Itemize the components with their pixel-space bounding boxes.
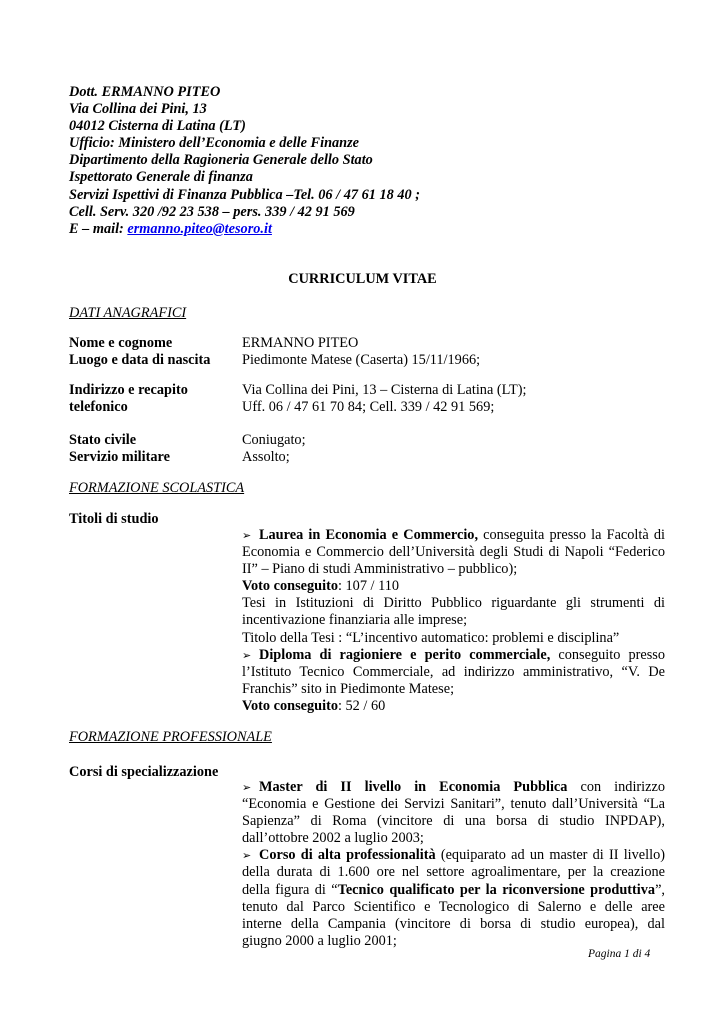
arrowhead-bullet-icon: ➢	[242, 849, 252, 863]
corso-line-3: della figura di “Tecnico qualificato per la riconversione produttiva”,	[242, 881, 665, 898]
label-luogo: Luogo e data di nascita	[69, 352, 211, 368]
arrowhead-bullet-icon: ➢	[242, 781, 252, 794]
master-line-2: “Economia e Gestione dei Servizi Sanitari”, tenuto dall’Università “La	[242, 796, 665, 813]
header-city: 04012 Cisterna di Latina (LT)	[69, 118, 246, 135]
label-servizio-militare: Servizio militare	[69, 449, 170, 465]
email-link[interactable]: ermanno.piteo@tesoro.it	[127, 220, 272, 237]
header-address: Via Collina dei Pini, 13	[69, 101, 207, 118]
laurea-line-1: ➢ Laurea in Economia e Commercio, conseguita presso la Facoltà di	[242, 527, 665, 543]
sender-header	[69, 84, 420, 238]
diploma-line-3: Franchis” sito in Piedimonte Matese;	[242, 680, 455, 697]
corsi-list	[242, 779, 665, 950]
arrowhead-bullet-icon: ➢	[242, 529, 252, 542]
label-corsi-specializzazione: Corsi di specializzazione	[69, 764, 219, 780]
voto-label: Voto conseguito	[242, 697, 338, 714]
titoli-di-studio-list	[242, 527, 665, 715]
master-title: Master di II livello in Economia Pubblica	[259, 779, 568, 795]
diploma-voto: Voto conseguito: 52 / 60	[242, 697, 386, 714]
value-luogo: Piedimonte Matese (Caserta) 15/11/1966;	[242, 352, 481, 368]
value-stato-civile: Coniugato;	[242, 432, 306, 448]
section-heading-scolastica: FORMAZIONE SCOLASTICA	[69, 480, 245, 496]
section-heading-anagrafici: DATI ANAGRAFICI	[69, 305, 187, 321]
diploma-line-2: l’Istituto Tecnico Commerciale, ad indirizzo amministrativo, “V. De	[242, 663, 665, 680]
corso-figura: Tecnico qualificato per la riconversione produttiva	[337, 881, 656, 898]
laurea-line-2: Economia e Commercio dell’Università degli Studi di Napoli “Federico	[242, 544, 665, 561]
value-servizio-militare: Assolto;	[242, 449, 290, 465]
header-department: Dipartimento della Ragioneria Generale dello Stato	[69, 152, 373, 169]
header-inspectorate: Ispettorato Generale di finanza	[69, 169, 253, 186]
master-line-1: ➢ Master di II livello in Economia Pubblica con indirizzo	[242, 779, 665, 795]
corso-title: Corso di alta professionalità	[259, 847, 436, 864]
value-telefonico: Uff. 06 / 47 61 70 84; Cell. 339 / 42 91 569;	[242, 399, 495, 415]
value-indirizzo: Via Collina dei Pini, 13 – Cisterna di Latina (LT);	[242, 382, 527, 398]
tesi-line-2: incentivazione finanziaria alle imprese;	[242, 612, 468, 629]
tesi-line-1: Tesi in Istituzioni di Diritto Pubblico riguardante gli strumenti di	[242, 595, 665, 612]
label-telefonico: telefonico	[69, 399, 128, 415]
label-nome: Nome e cognome	[69, 335, 173, 351]
label-stato-civile: Stato civile	[69, 432, 137, 448]
label-indirizzo: Indirizzo e recapito	[69, 382, 188, 398]
header-cell: Cell. Serv. 320 /92 23 538 – pers. 339 / 42 91 569	[69, 203, 355, 220]
value-nome: ERMANNO PITEO	[242, 335, 359, 351]
laurea-title: Laurea in Economia e Commercio,	[259, 527, 479, 543]
page-number: Pagina 1 di 4	[588, 948, 651, 960]
titolo-tesi: Titolo della Tesi : “L’incentivo automatico: problemi e disciplina”	[242, 629, 620, 646]
master-line-3: Sapienza” di Roma (vincitore di una borsa di studio INPDAP),	[242, 813, 665, 830]
voto-label: Voto conseguito	[242, 578, 338, 595]
corso-line-4: tenuto dal Parco Scientifico e Tecnologico di Salerno e delle aree	[242, 898, 665, 915]
email-label: E – mail:	[69, 220, 128, 237]
diploma-title: Diploma di ragioniere e perito commerciale,	[259, 646, 551, 663]
label-titoli-di-studio: Titoli di studio	[69, 511, 159, 527]
header-email-line	[69, 221, 420, 238]
laurea-line-3: II” – Piano di studi Amministrativo – pubblico);	[242, 561, 518, 578]
laurea-voto: Voto conseguito: 107 / 110	[242, 578, 400, 595]
section-heading-professionale: FORMAZIONE PROFESSIONALE	[69, 729, 272, 745]
document-title: CURRICULUM VITAE	[288, 271, 437, 287]
header-office: Ufficio: Ministero dell’Economia e delle Finanze	[69, 135, 360, 152]
corso-line-6: giugno 2000 a luglio 2001;	[242, 932, 397, 949]
header-name: Dott. ERMANNO PITEO	[69, 84, 221, 100]
master-line-4: dall’ottobre 2002 a luglio 2003;	[242, 830, 424, 847]
corso-line-5: interne della Campania (vincitore di borsa di studio europea), dal	[242, 915, 665, 932]
arrowhead-bullet-icon: ➢	[242, 648, 252, 662]
corso-line-2: della durata di 1.600 ore nel settore agroalimentare, per la creazione	[242, 864, 665, 881]
corso-line-1: ➢ Corso di alta professionalità (equiparato ad un master di II livello)	[242, 847, 666, 864]
diploma-line-1: ➢ Diploma di ragioniere e perito commerciale, conseguito presso	[242, 646, 665, 663]
header-services-phone: Servizi Ispettivi di Finanza Pubblica –Tel. 06 / 47 61 18 40 ;	[69, 186, 420, 203]
